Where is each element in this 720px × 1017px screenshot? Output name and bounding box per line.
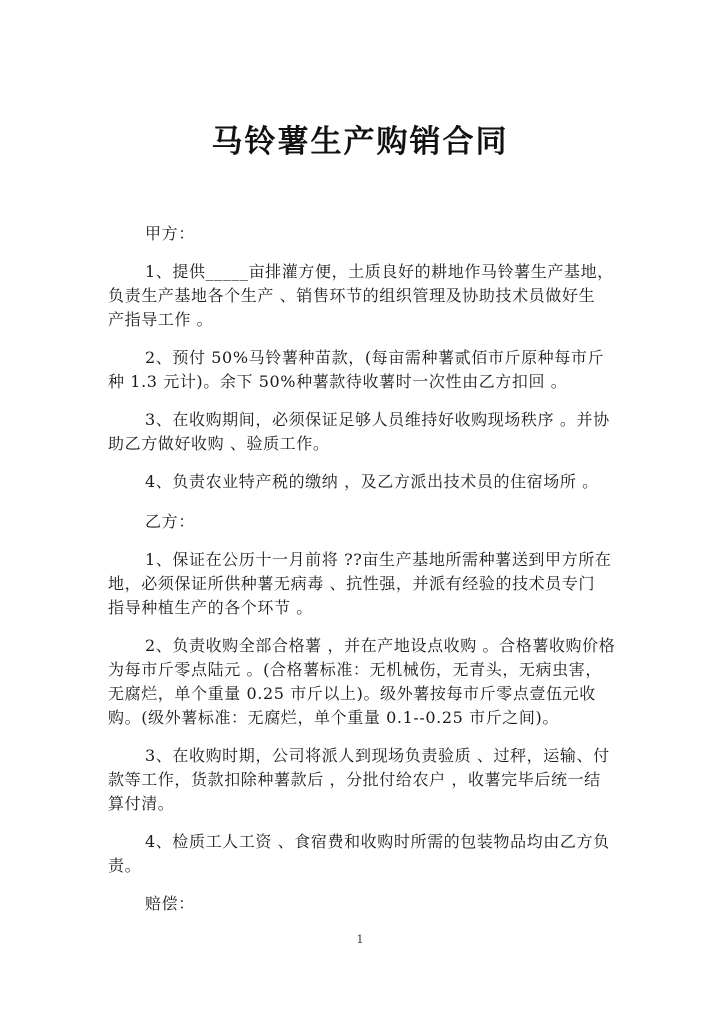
page-title: 马铃薯生产购销合同: [211, 124, 509, 160]
paragraph: [108, 744, 633, 816]
text-line: 2、预付 50%马铃薯种苗款，(每亩需种薯贰佰市斤原种每市斤: [145, 348, 605, 367]
text-line: 3、在收购时期，公司将派人到现场负责验质 、过秤，运输、付: [145, 746, 610, 765]
paragraph: [108, 222, 633, 246]
text-line: 款等工作，货款扣除种薯款后 ，分批付给农户 ，收薯完毕后统一结: [108, 770, 601, 789]
text-line: 赔偿：: [145, 894, 195, 913]
text-line: 算付清。: [108, 794, 175, 813]
text-line: 乙方：: [145, 512, 195, 531]
text-line: 负责生产基地各个生产 、销售环节的组织管理及协助技术员做好生: [108, 286, 596, 305]
paragraph: [108, 548, 633, 620]
text-line: 种 1.3 元计)。余下 50%种薯款待收薯时一次性由乙方扣回 。: [108, 372, 568, 391]
paragraph: [108, 510, 633, 534]
paragraph: [108, 408, 633, 456]
text-line: 1、保证在公历十一月前将 ??亩生产基地所需种薯送到甲方所在: [145, 550, 612, 569]
text-line: 地，必须保证所供种薯无病毒 、抗性强，并派有经验的技术员专门: [108, 574, 596, 593]
text-line: 购。(级外薯标准：无腐烂，单个重量 0.1--0.25 市斤之间)。: [108, 708, 559, 727]
text-line: 3、在收购期间，必须保证足够人员维持好收购现场秩序 。并协: [145, 410, 610, 429]
text-line: 甲方：: [145, 224, 195, 243]
text-line: 1、提供_____亩排灌方便，土质良好的耕地作马铃薯生产基地，: [145, 262, 614, 281]
text-line: 无腐烂，单个重量 0.25 市斤以上)。级外薯按每市斤零点壹伍元收: [108, 684, 596, 703]
paragraph: [108, 470, 633, 494]
text-line: 为每市斤零点陆元 。(合格薯标准：无机械伤，无青头，无病虫害，: [108, 660, 602, 679]
text-line: 产指导工作 。: [108, 310, 214, 329]
page-number: 1: [356, 933, 364, 946]
text-line: 责。: [108, 856, 142, 875]
paragraph: [108, 634, 633, 730]
text-line: 指导种植生产的各个环节 。: [108, 598, 313, 617]
paragraph: [108, 830, 633, 878]
paragraph: [108, 260, 633, 332]
text-line: 助乙方做好收购 、验质工作。: [108, 434, 330, 453]
paragraph: [108, 892, 633, 916]
text-line: 4、负责农业特产税的缴纳 ，及乙方派出技术员的住宿场所 。: [145, 472, 599, 491]
paragraph: [108, 346, 633, 394]
text-line: 2、负责收购全部合格薯 ，并在产地设点收购 。合格薯收购价格: [145, 636, 616, 655]
text-line: 4、检质工人工资 、食宿费和收购时所需的包装物品均由乙方负: [145, 832, 610, 851]
